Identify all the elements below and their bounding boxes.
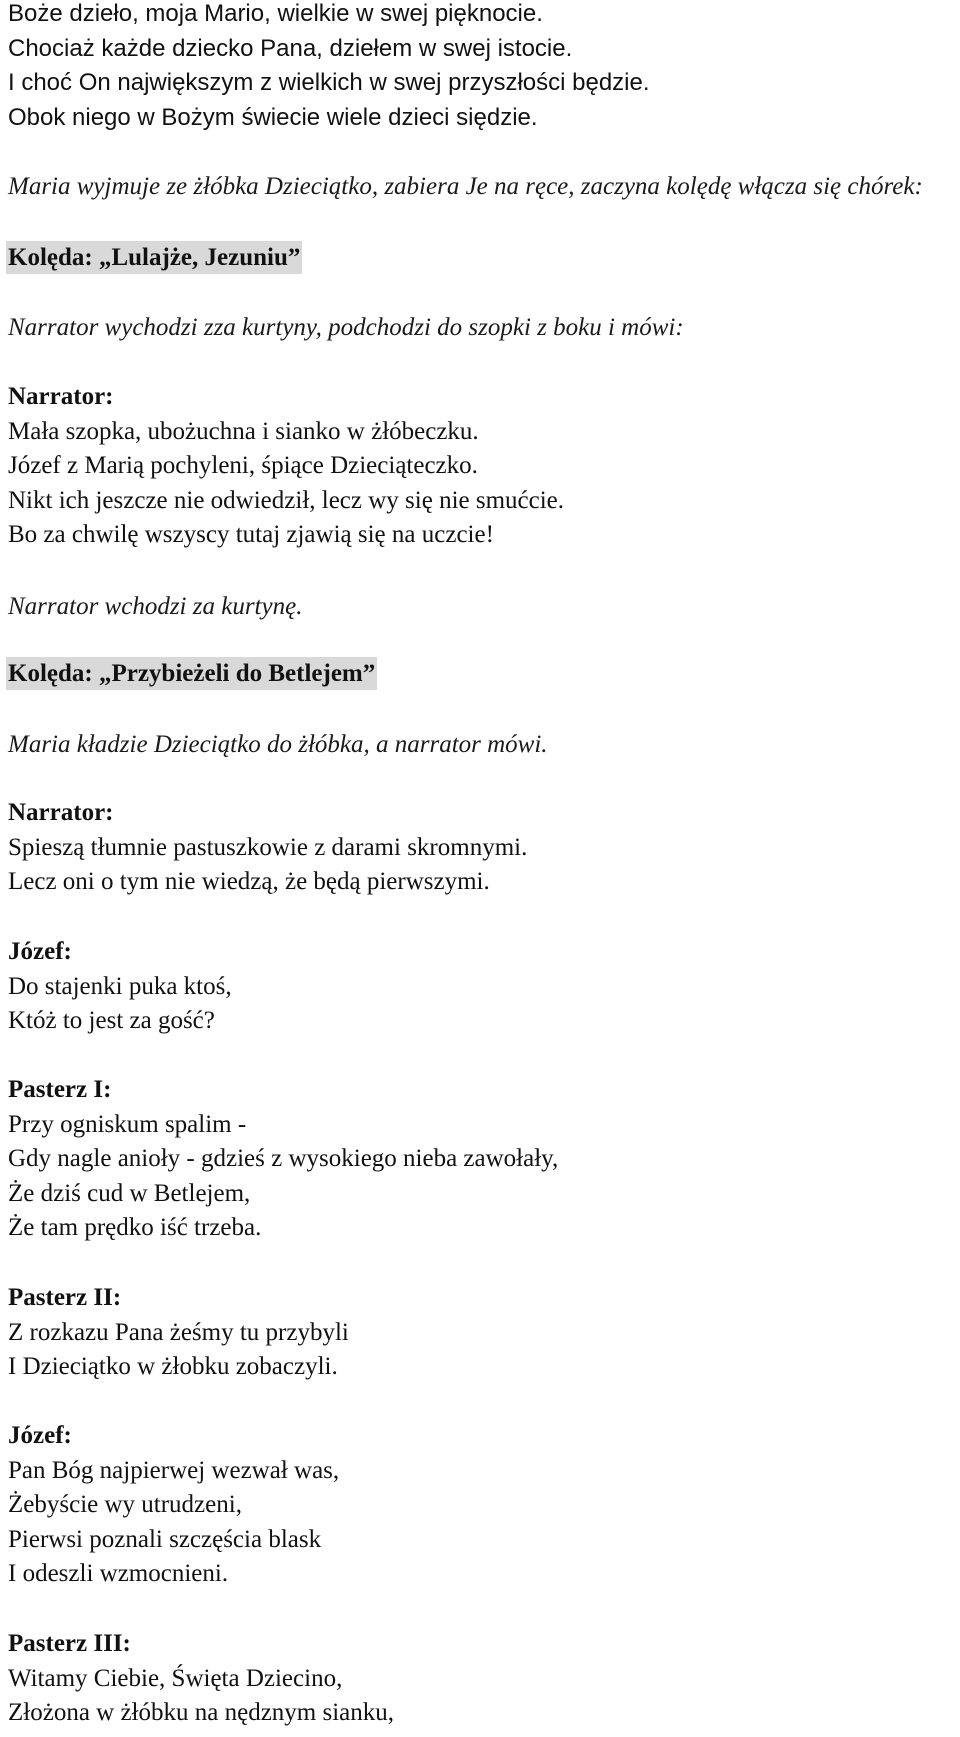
- dialogue-line: Spieszą tłumnie pastuszkowie z darami skromnymi.: [8, 833, 528, 861]
- dialogue-line: Przy ogniskum spalim -: [8, 1110, 247, 1138]
- carol-title: Kolęda: „Lulajże, Jezuniu”: [6, 241, 302, 274]
- dialogue-block: [8, 1073, 558, 1246]
- dialogue-line: Pierwsi poznali szczęścia blask: [8, 1525, 322, 1553]
- carol-heading: [6, 241, 302, 274]
- dialogue-block: [8, 1281, 349, 1385]
- dialogue-line: Witamy Ciebie, Święta Dziecino,: [8, 1664, 343, 1692]
- dialogue-line: Lecz oni o tym nie wiedzą, że będą pierwszymi.: [8, 868, 490, 895]
- stage-direction: Maria kładzie Dzieciątko do żłóbka, a narrator mówi.: [8, 731, 548, 758]
- dialogue-line: Pan Bóg najpierwej wezwał was,: [8, 1456, 340, 1484]
- dialogue-line: Że tam prędko iść trzeba.: [8, 1214, 262, 1241]
- dialogue-line: I Dzieciątko w żłobku zobaczyli.: [8, 1353, 338, 1380]
- speaker-name: Narrator:: [8, 799, 114, 826]
- dialogue-block: [8, 796, 527, 900]
- dialogue-line: Któż to jest za gość?: [8, 1007, 215, 1034]
- stage-direction: Maria wyjmuje ze żłóbka Dzieciątko, zabiera Je na ręce, zaczyna kolędę włącza się chórek:: [8, 173, 923, 200]
- dialogue-line: I odeszli wzmocnieni.: [8, 1560, 229, 1587]
- carol-heading: [6, 657, 377, 690]
- dialogue-block: [8, 380, 564, 553]
- dialogue-line: Gdy nagle anioły - gdzieś z wysokiego nieba zawołały,: [8, 1145, 559, 1172]
- speaker-name: Józef:: [8, 938, 72, 965]
- dialogue-line: Żebyście wy utrudzeni,: [8, 1491, 242, 1518]
- dialogue-line: Z rozkazu Pana żeśmy tu przybyli: [8, 1318, 349, 1346]
- verse-line: Chociaż każde dziecko Pana, dziełem w swej istocie.: [8, 34, 573, 62]
- carol-title: Kolęda: „Przybieżeli do Betlejem”: [6, 657, 377, 690]
- dialogue-line: Bo za chwilę wszyscy tutaj zjawią się na uczcie!: [8, 521, 494, 548]
- dialogue-line: Józef z Marią pochyleni, śpiące Dzieciąteczko.: [8, 452, 478, 479]
- speaker-name: Pasterz II:: [8, 1284, 122, 1311]
- dialogue-block: [8, 935, 232, 1039]
- verse-line: I choć On największym z wielkich w swej przyszłości będzie.: [8, 69, 650, 96]
- dialogue-line: Że dziś cud w Betlejem,: [8, 1179, 251, 1207]
- dialogue-line: Do stajenki puka ktoś,: [8, 972, 232, 1000]
- dialogue-line: Złożona w żłóbku na nędznym sianku,: [8, 1699, 395, 1726]
- intro-verse: [8, 0, 650, 135]
- speaker-name: Józef:: [8, 1422, 72, 1449]
- speaker-name: Pasterz I:: [8, 1076, 112, 1103]
- stage-direction: Narrator wchodzi za kurtynę.: [8, 593, 303, 620]
- speaker-name: Pasterz III:: [8, 1630, 131, 1657]
- dialogue-line: Mała szopka, ubożuchna i sianko w żłóbeczku.: [8, 417, 479, 445]
- dialogue-line: Nikt ich jeszcze nie odwiedził, lecz wy się nie smućcie.: [8, 486, 565, 514]
- stage-direction: Narrator wychodzi zza kurtyny, podchodzi do szopki z boku i mówi:: [8, 314, 684, 341]
- verse-line: Boże dzieło, moja Mario, wielkie w swej pięknocie.: [8, 0, 543, 27]
- verse-line: Obok niego w Bożym świecie wiele dzieci siędzie.: [8, 103, 538, 131]
- dialogue-block: [8, 1627, 394, 1731]
- speaker-name: Narrator:: [8, 383, 114, 410]
- dialogue-block: [8, 1419, 339, 1592]
